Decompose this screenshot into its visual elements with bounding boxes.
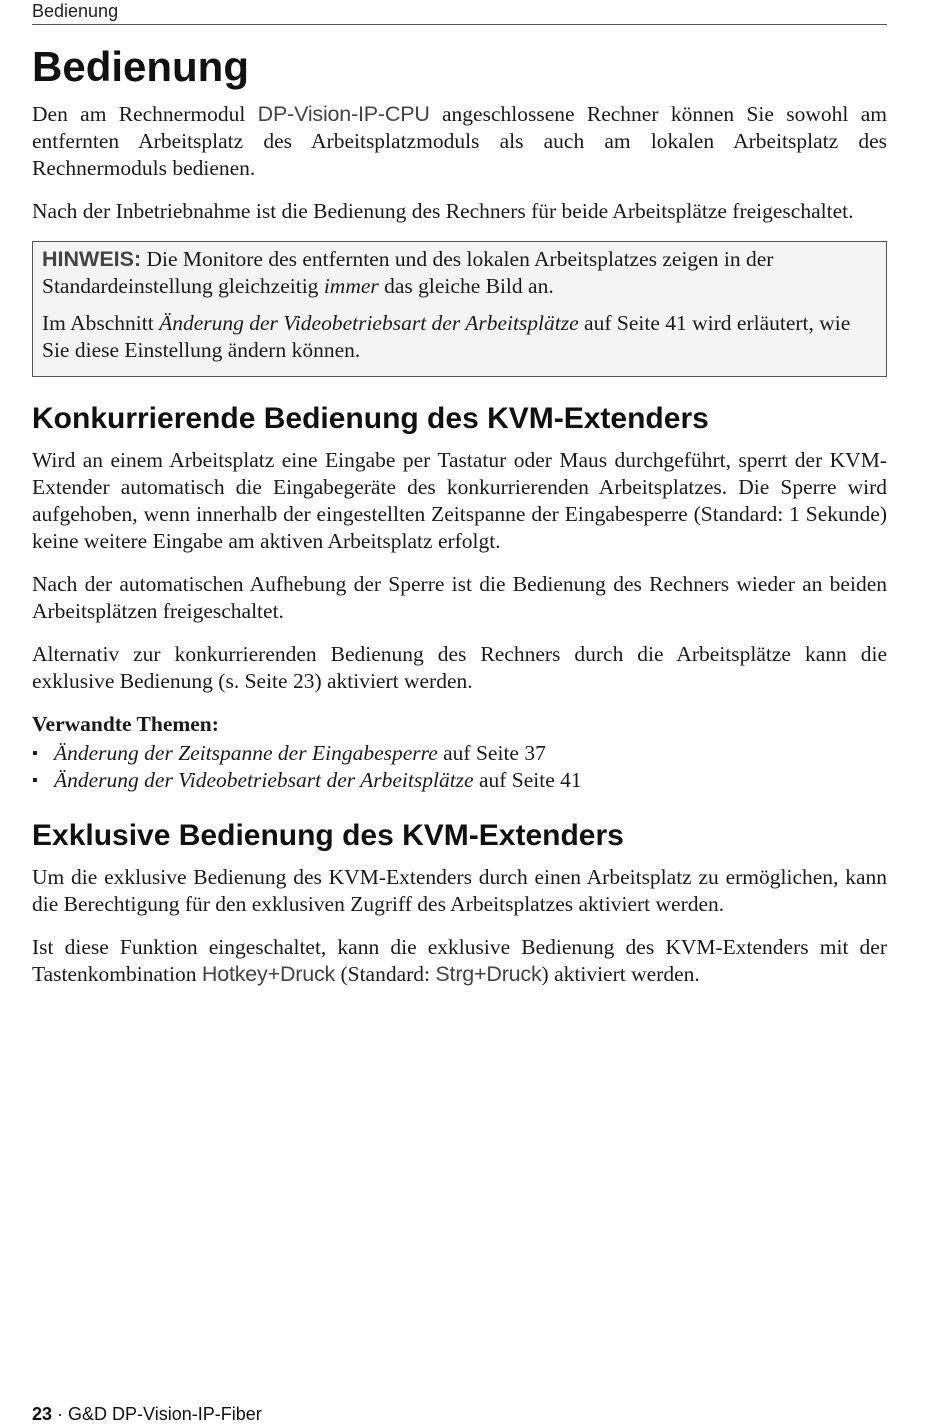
related-topic-link[interactable]: Änderung der Videobetriebsart der Arbeitsplätze <box>54 768 474 792</box>
exclusive-text-start: Ist diese Funktion eingeschaltet, kann die exklusive Bedienung des KVM-Extenders mit der Tastenkombination <box>32 935 887 986</box>
related-topic-item <box>32 767 887 794</box>
document-page <box>32 0 887 1004</box>
exclusive-text-end: ) aktiviert werden. <box>541 962 700 986</box>
related-topic-page: auf Seite 41 <box>473 768 582 792</box>
note-paragraph-2 <box>42 310 876 364</box>
intro-text-start: Den am Rechnermodul <box>32 102 258 126</box>
hotkey-combination: Hotkey+Druck <box>201 962 336 986</box>
page-title: Bedienung <box>32 43 249 90</box>
exclusive-paragraph-2 <box>32 934 887 988</box>
section-heading-exclusive: Exklusive Bedienung des KVM-Extenders <box>32 819 624 852</box>
page-number: 23 <box>32 1404 53 1424</box>
related-topics-list <box>32 740 887 794</box>
default-key-combination: Strg+Druck <box>435 962 542 986</box>
note-emphasis: immer <box>323 274 379 298</box>
note-text-start: Die Monitore des entfernten und des lokalen Arbeitsplatzes zeigen in der Standardeinstellung gleichzeitig <box>42 247 774 298</box>
concurrent-paragraph-3: Alternativ zur konkurrierenden Bedienung des Rechners durch die Arbeitsplätze kann die exklusive Bedienung (s. Seite 23) aktiviert werden. <box>32 642 887 693</box>
exclusive-paragraph-1: Um die exklusive Bedienung des KVM-Extenders durch einen Arbeitsplatz zu ermöglichen, kann die Berechtigung für den exklusiven Zugriff des Arbeitsplatzes aktiviert werden. <box>32 865 887 916</box>
footer-separator: · <box>52 1404 69 1424</box>
page-footer <box>32 1404 262 1425</box>
section-heading-concurrent: Konkurrierende Bedienung des KVM-Extenders <box>32 402 709 435</box>
intro-paragraph-2: Nach der Inbetriebnahme ist die Bedienung des Rechners für beide Arbeitsplätze freigeschaltet. <box>32 199 854 223</box>
related-topic-link[interactable]: Änderung der Zeitspanne der Eingabesperre <box>54 741 438 765</box>
related-topic-page: auf Seite 37 <box>437 741 546 765</box>
related-topics-title: Verwandte Themen: <box>32 712 219 736</box>
note-ref-suffix: auf Seite 41 wird erläutert, wie Sie diese Einstellung ändern können. <box>42 311 851 362</box>
module-name: DP-Vision-IP-CPU <box>257 102 430 126</box>
note-paragraph-1 <box>42 246 876 300</box>
note-label: HINWEIS: <box>42 247 142 271</box>
note-ref-prefix: Im Abschnitt <box>42 311 160 335</box>
concurrent-paragraph-1: Wird an einem Arbeitsplatz eine Eingabe per Tastatur oder Maus durchgeführt, sperrt der KVM-Extender automatisch die Eingabegeräte des konkurrierenden Arbeitsplatzes. Die Sperre wird aufgehoben, wenn innerhalb der eingestellten Zeitspanne der Eingabesperre (Standard: 1 Sekunde) keine weitere Eingabe am aktiven Arbeitsplatz erfolgt. <box>32 448 887 553</box>
running-header: Bedienung <box>32 0 887 25</box>
note-box <box>32 241 887 377</box>
related-topic-item <box>32 740 887 767</box>
note-reference-link[interactable]: Änderung der Videobetriebsart der Arbeitsplätze <box>159 311 579 335</box>
footer-product-name: G&D DP-Vision-IP-Fiber <box>68 1404 262 1424</box>
intro-paragraph-1 <box>32 101 887 182</box>
note-text-end: das gleiche Bild an. <box>378 274 554 298</box>
intro-text-end: angeschlossene Rechner können Sie sowohl am entfernten Arbeitsplatz des Arbeitsplatzmoduls als auch am lokalen Arbeitsplatz des Rechnermoduls bedienen. <box>32 102 887 180</box>
exclusive-text-mid: (Standard: <box>335 962 436 986</box>
concurrent-paragraph-2: Nach der automatischen Aufhebung der Sperre ist die Bedienung des Rechners wieder an beiden Arbeitsplätzen freigeschaltet. <box>32 572 887 623</box>
